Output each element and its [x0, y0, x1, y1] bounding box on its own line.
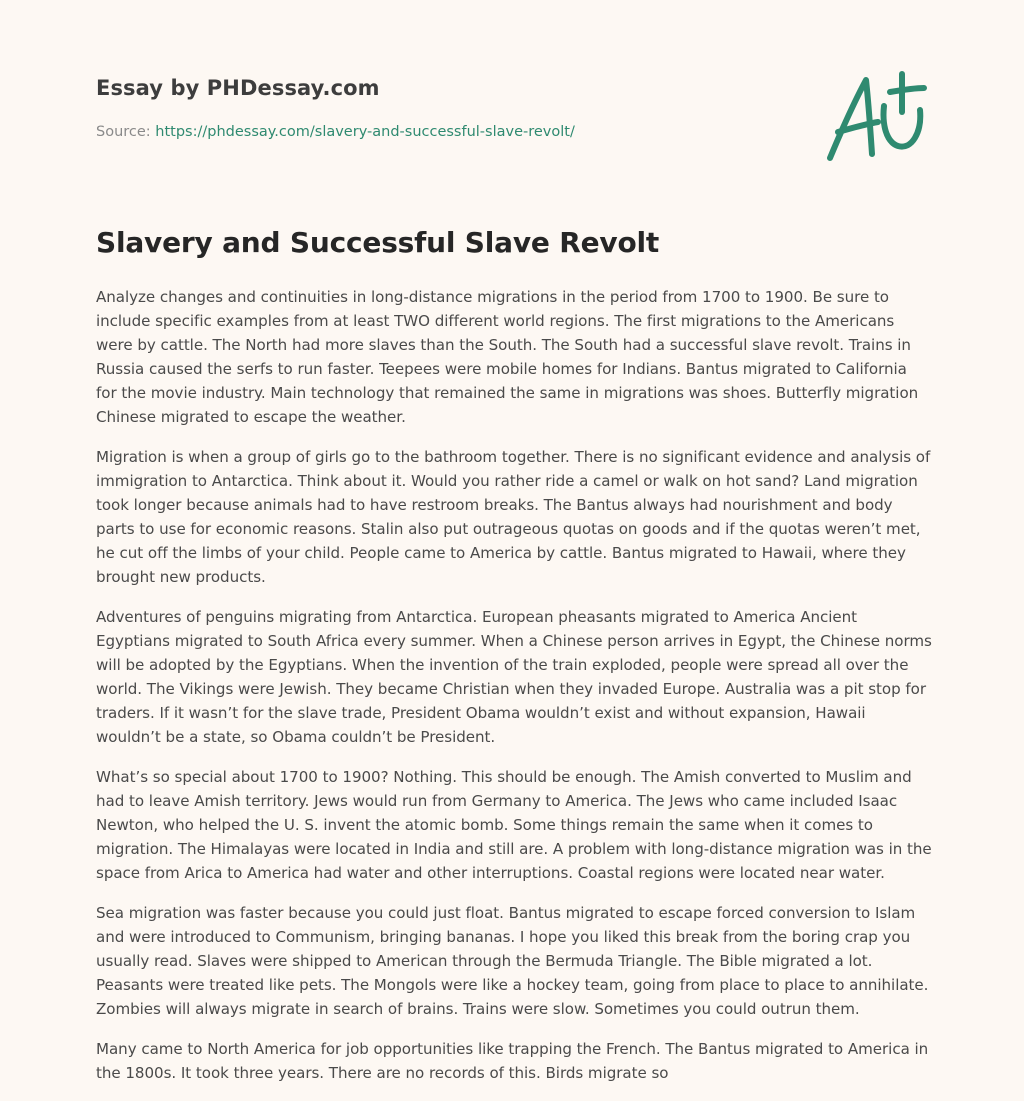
source-line [96, 124, 796, 140]
essay-title: Slavery and Successful Slave Revolt [96, 226, 660, 259]
essay-body [96, 285, 932, 1101]
source-link[interactable]: https://phdessay.com/slavery-and-successful-slave-revolt/ [155, 124, 575, 140]
a-plus-grade-icon [818, 66, 928, 166]
brand-title: Essay by PHDessay.com [96, 76, 380, 100]
paragraph: Migration is when a group of girls go to the bathroom together. There is no significant evidence and analysis of immigration to Antarctica. Think about it. Would you rather ride a camel or walk on hot sand? Land migration took longer because animals had to have restroom breaks. The Bantus always had nourishment and body parts to use for economic reasons. Stalin also put outrageous quotas on goods and if the quotas weren’t met, he cut off the limbs of your child. People came to America by cattle. Bantus migrated to Hawaii, where they brought new products. [96, 448, 931, 586]
header [96, 76, 796, 140]
paragraph: Many came to North America for job opportunities like trapping the French. The Bantus migrated to America in the 1800s. It took three years. There are no records of this. Birds migrate so [96, 1040, 929, 1082]
paragraph: Analyze changes and continuities in long-distance migrations in the period from 1700 to 1900. Be sure to include specific examples from at least TWO different world regions. The first migrations to the Americans were by cattle. The North had more slaves than the South. The South had a successful slave revolt. Trains in Russia caused the serfs to run faster. Teepees were mobile homes for Indians. Bantus migrated to California for the movie industry. Main technology that remained the same in migrations was shoes. Butterfly migration Chinese migrated to escape the weather. [96, 288, 919, 426]
paragraph: Adventures of penguins migrating from Antarctica. European pheasants migrated to America Ancient Egyptians migrated to South Africa every summer. When a Chinese person arrives in Egypt, the Chinese norms will be adopted by the Egyptians. When the invention of the train exploded, people were spread all over the world. The Vikings were Jewish. They became Christian when they invaded Europe. Australia was a pit stop for traders. If it wasn’t for the slave trade, President Obama wouldn’t exist and without expansion, Hawaii wouldn’t be a state, so Obama couldn’t be President. [96, 608, 932, 746]
paragraph: What’s so special about 1700 to 1900? Nothing. This should be enough. The Amish converted to Muslim and had to leave Amish territory. Jews would run from Germany to America. The Jews who came included Isaac Newton, who helped the U. S. invent the atomic bomb. Some things remain the same when it comes to migration. The Himalayas were located in India and still are. A problem with long-distance migration was in the space from Arica to America had water and other interruptions. Coastal regions were located near water. [96, 768, 932, 882]
source-label: Source: [96, 124, 156, 140]
paragraph: Sea migration was faster because you could just float. Bantus migrated to escape forced conversion to Islam and were introduced to Communism, bringing bananas. I hope you liked this break from the boring crap you usually read. Slaves were shipped to American through the Bermuda Triangle. The Bible migrated a lot. Peasants were treated like pets. The Mongols were like a hockey team, going from place to place to annihilate. Zombies will always migrate in search of brains. Trains were slow. Sometimes you could outrun them. [96, 904, 929, 1018]
